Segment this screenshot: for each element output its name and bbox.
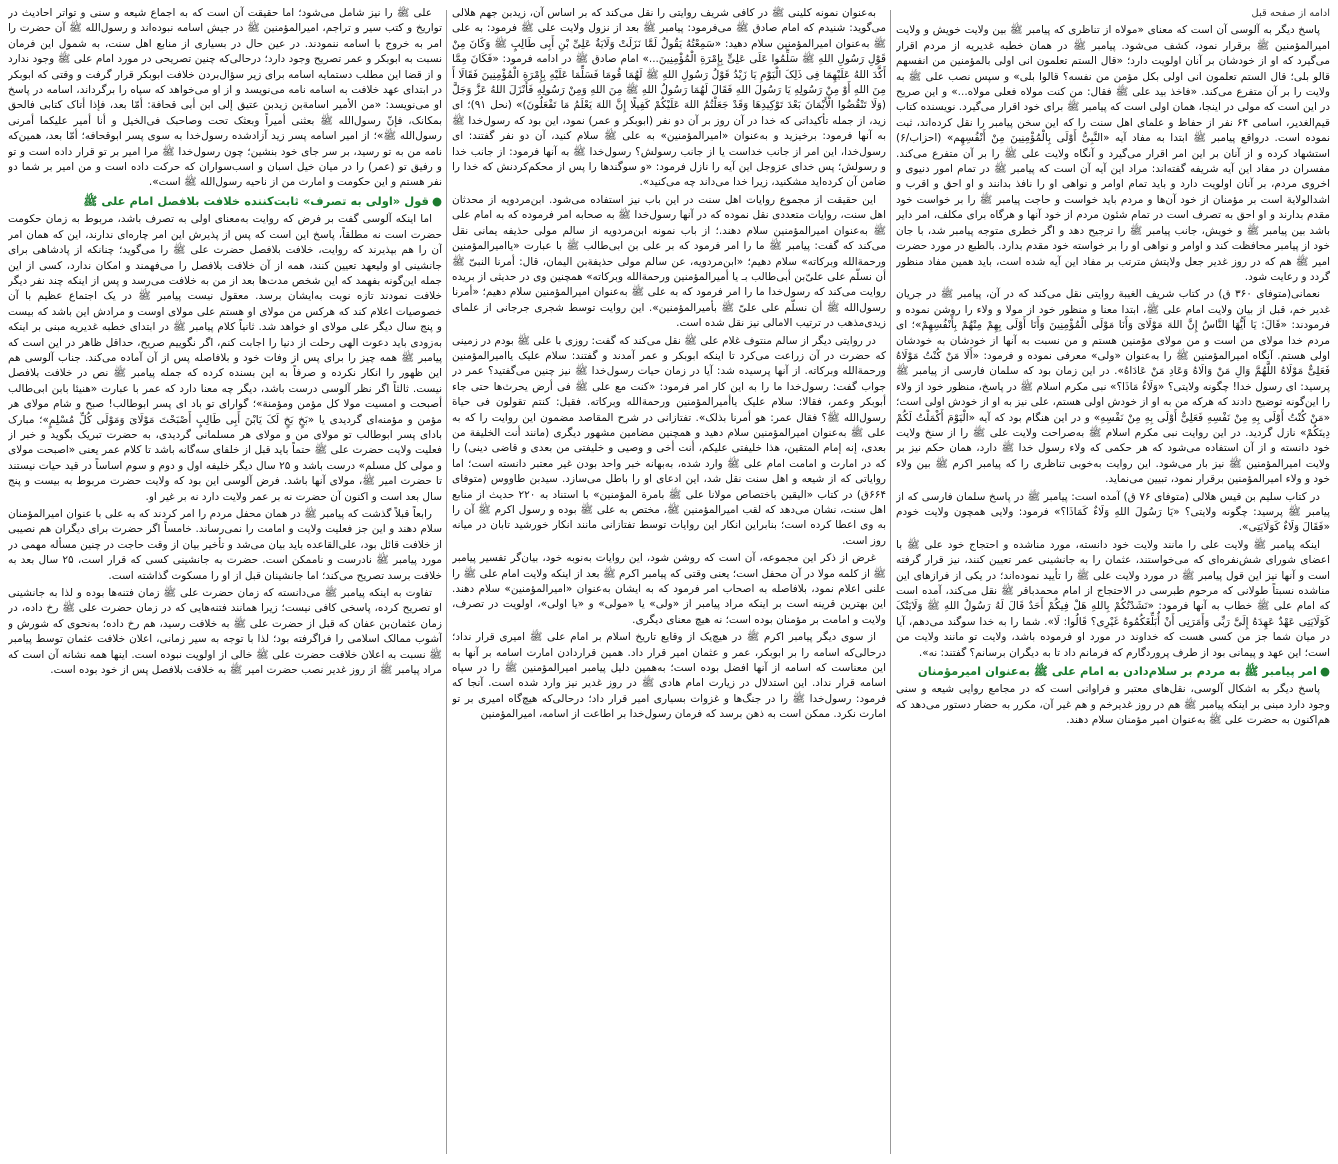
section-heading-text: امر پیامبر ﷺ به مردم بر سلام‌دادن به امام علی ﷺ به‌عنوان امیرمؤمنان (917, 664, 1317, 679)
continued-label: ادامه از صفحه قبل (1251, 8, 1330, 19)
section-heading (8, 194, 442, 209)
paragraph: نعمانی(متوفای ۳۶۰ ق) در کتاب شریف الغیبة روایتی نقل می‌کند که در آن، پیامبر ﷺ در جریان غدیر خم، قبل از بیان ولایت امام علی ﷺ، ابتدا معنا و منظور خود از مولا و ولاء را روشن نموده و فرمودند: «قَالَ: یَا أَیُّهَا النَّاسُ إِنَّ اللهَ مَوْلَایَ وَأَنَا مَوْلَی الْمُؤْمِنِینَ وَأَنَا أَوْلَی بِهِمْ مِنْهُمْ بِأَنْفُسِهِمْ»؛ ای مردم خدا مولای من است و من مولای مؤمنین هستم و من نسبت به آنها از خودشان به خودشان اولی هستم. آنگاه امیرالمؤمنین ﷺ را به‌عنوان «ولی» معرفی نموده و فرمود: «أَلَا مَنْ کُنْتُ مَوْلَاهُ فَعَلِیٌّ مَوْلَاهُ اللَّهُمَّ وَالِ مَنْ وَالَاهُ وَعَادِ مَنْ عَادَاهُ». در این زمان بود که سلمان فارسی از پیامبر ﷺ پرسید: ای رسول خدا! چگونه ولایتی؟ «وَلَاءٌ مَاذَا؟» نبی مکرم اسلام ﷺ در پاسخ، منظور خود از ولاء را این‌گونه توضیح دادند که هرکه من به او از خودش اولی هستم، علی نیز به او از خودش اولی است؛ «مَنْ کُنْتُ أَوْلَی بِهِ مِنْ نَفْسِهِ فَعَلِیٌّ أَوْلَی بِهِ مِنْ نَفْسِهِ» و در این هنگام بود که آیه «الْیَوْمَ أَکْمَلْتُ لَکُمْ دِینَکُمْ» نازل گردید. در این روایت نبی مکرم اسلام ﷺ به‌صراحت ولایت علی ﷺ را از سنخ ولایت خود دانسته و از آن استفاده می‌شود که هر حکمی که ولاء رسول خدا ﷺ دارد، همان حکم نیز بر ولایت امیرالمؤمنین ﷺ نیز بار می‌شود. این روایت به‌خوبی تناظری را که پیامبر اکرم ﷺ بین ولاء خود و ولاء امیرالمؤمنین برقرار نمود، تبیین می‌نماید. (896, 288, 1330, 486)
left-column (8, 6, 442, 1158)
bullet-icon: ● (1319, 664, 1330, 679)
bullet-icon: ● (431, 193, 442, 208)
middle-column (452, 6, 886, 1158)
paragraph: در روایتی دیگر از سالم منتوف غلام علی ﷺ نقل می‌کند که گفت: روزی با علی ﷺ بودم در زمینی که حضرت در آن زراعت می‌کرد تا اینکه ابوبکر و عمر آمدند و گفتند: سلام علیک یاامیرالمؤمنین ورحمة‌الله وبرکاته. از آنها پرسیده شد: آیا در زمان حیات رسول‌خدا ﷺ نیز چنین می‌گفتید؟ عمر در جواب گفت: رسول‌خدا ما را به این کار امر فرمود: «کنت مع علی ﷺ فی أرض یحرث‌ها حتی جاء أبوبکر وعمر، فقالا: سلام علیک یاأمیرالمؤمنین ورحمة‌الله وبرکاته. فقیل: کنتم تقولون فی حیاة رسول‌الله ﷺ؟ فقال عمر: هو أمرنا بذلک». تفتازانی در شرح المقاصد مضمون این روایت را که به علی ﷺ به‌عنوان امیرالمؤمنین سلام دهید و همچنین مضامین مشهور دیگری (مانند أنت الخلیفة من بعدی، إنه إمام المتقین، هذا خلیفتی علیکم، أنت أخی و وصیی و خلیفتی من بعدی و قاضی دینی) را که در امارت و امامت امام علی ﷺ وارد شده، به‌بهانه خبر واحد بودن غیر معتبر دانسته است؛ اما روایاتی که از شیعه و اهل سنت نقل شد، این ادعای او را باطل می‌سازد. سیدبن طاووس (متوفای ۶۶۴ق) در کتاب «الیقین باختصاص مولانا علی ﷺ بامرة المؤمنین» با استناد به ۲۲۰ حدیث از منابع اهل سنت، نشان می‌دهد که لقب امیرالمؤمنین ﷺ، مختص به علی ﷺ بوده و رسول اکرم ﷺ آن را به وی اعطا کرده است؛ بنابراین انکار این روایات توسط تفتازانی مانند انکار خورشید تابان در میانه روز است. (452, 334, 886, 547)
paragraph: از سوی دیگر پیامبر اکرم ﷺ در هیچ‌یک از وقایع تاریخ اسلام بر امام علی ﷺ امیری قرار نداد؛ درحالی‌که اسامه را بر ابوبکر، عمر و عثمان امیر قرار داد. همین قراردادن امارت اسامه بر آنها به این معناست که اسامه از آنها افضل بوده است؛ به‌همین دلیل پیامبر امیرالمؤمنین ﷺ را در سپاه اسامه قرار نداد. این استدلال در زیارت امام هادی ﷺ در روز غدیر نیز وارد شده است. آنجا که فرمود: رسول‌خدا ﷺ را در جنگ‌ها و غزوات بسیاری امیر قرار داد؛ درحالی‌که هیچ‌گاه امیری بر تو امارت نکرد. ممکن است به ذهن برسد که فرمان رسول‌خدا بر اطاعت از اسامه، امیرالمؤمنین (452, 631, 886, 721)
paragraph: اما اینکه آلوسی گفت بر فرض که روایت به‌معنای اولی به تصرف باشد، مربوط به زمان حکومت حضرت است نه مطلقاً، پاسخ این است که پس از پذیرش این امر چاره‌ای ندارند، این که همان امر آن را هم بپذیرند که روایت، خلافت بلافصل حضرت علی ﷺ را می‌گوید؛ چنانکه از پادشاهی برای جانشینی او ولیعهد تعیین کنند، همه از آن خلافت بلافصل را می‌فهمند و امکان ندارد، کسی از این جمله این‌گونه بفهمد که این شخص مدت‌ها بعد از من به خلافت می‌رسد و پس از اینکه چند نفر دیگر خلافت نمودند تازه نوبت به‌ایشان برسد. معقول نیست پیامبر ﷺ در یک اجتماع عظیم با آن خصوصیات اعلام کند که هرکس من مولای او هستم علی مولای اوست و مرادش این باشد که بیست و پنج سال دیگر علی مولای او خواهد شد. ثانیاً کلام پیامبر ﷺ در ابتدای خطبه غدیریه مبنی بر اینکه به‌زودی باید دعوت الهی رحلت از دنیا را اجابت کنم، اگر نگوییم صریح، حداقل ظاهر در این است که پیامبر ﷺ همه چیز را برای پس از وفات خود و بلافاصله پس از آن آماده می‌کند. جناب آلوسی هم این ظهور را انکار نکرده و صرفاً به این بسنده کرده که جمله پیامبر ﷺ نص در خلافت بلافصل نیست. ثالثاً اگر نظر آلوسی درست باشد، دیگر چه معنا دارد که عمر با عبارت «هنیئا بابن ابی‌طالب أصبحت و امسیت مولا کل مؤمن ومؤمنة»؛ گوارای تو باد ای پسر ابوطالب! صبح و شام مولای هر مؤمن و مؤمنه‌ای گردیدی یا «بَخٍ بَخٍ لَکَ یَابْنَ أَبِی طَالِبٍ أَصْبَحْتَ مَوْلَایَ وَمَوْلَی کُلِّ مُسْلِمٍ»؛ مبارک بادای پسر ابوطالب تو مولای من و مولای هر مسلمانی گردیدی، به حضرت تبریک بگوید و خبر از فعلیت ولایت حضرت علی ﷺ حتماً باید قبل از خلفای سه‌گانه باشد تا کلام عمر یعنی «اصبحت مولای و مولی کل مسلم» درست باشد و ۲۵ سال دیگر خلیفه اول و دوم و سوم اساساً در قید حیات نیستند تا حضرت امیر ﷺ، مولای آنها باشد. فرض آلوسی این بود که ولایت حضرت مربوط به بیست و پنج سال بعد است و اکنون آن حضرت نه بر عمر ولایت دارد نه بر غیر او. (8, 213, 442, 503)
paragraph: اینکه پیامبر ﷺ ولایت علی را مانند ولایت خود دانسته، مورد مناشده و احتجاج خود علی ﷺ با اعضای شورای شش‌نفره‌ای که می‌خواستند، عثمان را به جانشینی عمر تعیین کنند، نیز قرار گرفته است و آنها نیز این قول پیامبر ﷺ در مورد ولایت علی ﷺ را تأیید نموده‌اند؛ در یکی از فرازهای این مناشده نسبتاً طولانی که مرحوم طبرسی در الاحتجاج از امام محمدباقر ﷺ نقل می‌کند، آمده است که امام علی ﷺ خطاب به آنها فرمود: «نَشَدْتُکُمْ بِاللهِ هَلْ فِیکُمْ أَحَدٌ قَالَ لَهُ رَسُولُ اللهِ ﷺ وَلَایَتُکَ کَوَلَایَتِی عَهْدٌ عَهِدَهُ إِلَیَّ رَبِّی وَأَمَرَنِی أَنْ أُبَلِّغَکُمُوهُ غَیْرِی؟ قَالُوا: لَا». شما را به خدا سوگند می‌دهم، آیا در میان شما جز من کسی هست که خداوند در مورد او فرموده باشد، ولایت تو مانند ولایت من است؛ این عهد و پیمانی بود از طرف پروردگارم که فرمانم داد تا به دیگران برسانم؟ گفتند: نه». (896, 538, 1330, 659)
column-divider (446, 10, 447, 1154)
section-heading-text: قول «اولی به تصرف» ثابت‌کننده خلافت بلافصل امام علی ﷺ (83, 193, 429, 208)
paragraph: پاسخ دیگر به آلوسی آن است که معنای «مولاه از تناظری که پیامبر ﷺ بین ولایت خویش و ولایت امیرالمؤمنین ﷺ برقرار نمود، کشف می‌شود. پیامبر ﷺ در همان خطبه غدیریه از مردم اقرار می‌گیرد که او از خودشان بر آنان اولویت دارد؛ «قال الستم تعلمون انی اولی بالمؤمنین من انفسهم قالو بلی؛ قال الستم تعلمون انی اولی بکل مؤمن من نفسه؟ قالوا بلی» و سپس نصب علی ﷺ به ولایت را بر آن متفرع می‌کند. «فاخذ بید علی ﷺ فقال: من کنت مولاه فعلی مولاه...» و این صریح در این است که مولی در اینجا، همان اولی است که پیامبر ﷺ برای خود اقرار می‌گیرد. نویسنده کتاب قیم‌الغدیر، اسامی ۶۴ نفر از حفاظ و علمای اهل سنت را که این سخن پیامبر را نقل کرده‌اند، ثبت نموده است. درواقع پیامبر ﷺ ابتدا به مفاد آیه «النَّبِیُّ أَوْلَی بِالْمُؤْمِنِینَ مِنْ أَنْفُسِهِم» (احزاب/۶) استشهاد کرده و از آنان بر این امر اقرار می‌گیرد و آنگاه ولایت علی ﷺ را بر آن متفرع می‌کند. مفسران در مفاد این آیه شریفه گفته‌اند: مراد این آیه آن است که پیامبر ﷺ در تمام امور دنیوی و اخروی مردم، بر آنان اولویت دارد و باید تمام اوامر و نواهی او را نافذ بدانند و او احق و اقرب و اشدالولایة است بر مؤمنان از خود آن‌ها و مردم باید خواست و حاجت پیامبر ﷺ را بر خواست خود مقدم بدارند و او احق به تصرف است در تمام شئون مردم از خود آنها و هرگاه برای مکلف، امر دایر باشد بین پیامبر ﷺ و خویش، جانب پیامبر ﷺ را ترجیح دهد و اگر خطری متوجه پیامبر شد، با جان خود از پیامبر محافظت کند و اوامر و نواهی او را بر خواسته خود مقدم بدارد. بالطبع در مورد حضرت امیر ﷺ هم که در روز غدیر جعل ولایتش مترتب بر مفاد این آیه شده است، باید همین مفاد منظور گردد و رعایت شود. (896, 24, 1330, 283)
paragraph: در کتاب سلیم بن قیس هلالی (متوفای ۷۶ ق) آمده است: پیامبر ﷺ در پاسخ سلمان فارسی که از پیامبر ﷺ پرسید: چگونه ولایتی؟ «یَا رَسُولَ اللهِ وَلَاءٌ کَمَاذَا؟» فرمود: ولایی همچون ولایت خودم «فَقَالَ وَلَاءٌ کَوَلَایَتِی». (896, 490, 1330, 534)
section-heading (896, 664, 1330, 679)
newspaper-page (8, 6, 1330, 1158)
paragraph: علی ﷺ را نیز شامل می‌شود؛ اما حقیقت آن است که به اجماع شیعه و سنی و تواتر احادیث در تواریخ و کتب سیر و تراجم، امیرالمؤمنین ﷺ در جیش اسامه نبوده‌اند و رسول‌الله ﷺ آن حضرت را امر به خروج با اسامه ننمودند. در عین حال در بسیاری از منابع اهل سنت، به شمول این فرمان نسبت به ابوبکر و عمر تصریح وجود دارد؛ درحالی‌که چنین تصریحی در مورد امام علی ﷺ وجود ندارد و از قضا این مطلب دستمایه اسامه برای زیر سؤال‌بردن خلافت ابوبکر قرار گرفت و وقتی که ابوبکر در ابتدای عهد خلافت به اسامه نامه می‌نویسد و از او می‌خواهد که سپاه را برگرداند، اسامه در پاسخ او می‌نویسد: «من الأمیر اسامة‌بن زید‌بن عتیق إلی ابن أبی قحافة: أمّا بعد، فإذا أتاک کتابی فالحق بمکانک، فإنّ رسول‌الله ﷺ بعثنی أمیراً وبعثک تحت وصاحبک فی‌الخیل و أنا أمیر علیکما أمرنی رسول‌الله ﷺ»؛ از امیر اسامه پسر زید آزادشده رسول‌خدا به سوی پسر ابوقحافه؛ أمّا بعد، همین‌که نامه من به تو رسید، بر سر جای خود بنشین؛ چون رسول‌خدا ﷺ مرا امیر بر تو قرار داده است و تو و رفیق تو (عمر) را در میان خیل اسبان و اسب‌سواران که حرکت داده است و من امیر بر شما دو نفر هستم و این حکومت و امارت من از ناحیه رسول‌الله ﷺ است». (8, 7, 442, 189)
paragraph: پاسخ دیگر به اشکال آلوسی، نقل‌های معتبر و فراوانی است که در مجامع روایی شیعه و سنی وجود دارد مبنی بر اینکه پیامبر ﷺ هم در روز غدیرخم و هم غیر آن، مکرر به حضار دستور می‌دهد که هم‌اکنون به حضرت علی ﷺ به‌عنوان امیر مؤمنان سلام دهند. (896, 683, 1330, 727)
right-column (896, 6, 1330, 1158)
column-divider (890, 10, 891, 1154)
paragraph: به‌عنوان نمونه کلینی ﷺ در کافی شریف روایتی را نقل می‌کند که بر اساس آن، زیدبن جهم هلالی می‌گوید: شنیدم که امام صادق ﷺ می‌فرمود: پیامبر ﷺ بعد از نزول ولایت علی ﷺ فرمود: به علی ﷺ به‌عنوان امیرالمؤمنین سلام دهید: «سَمِعْتُهُ یَقُولُ لَمَّا نَزَلَتْ وَلَایَةُ عَلِیِّ بْنِ أَبِی طَالِبٍ ﷺ وَکَانَ مِنْ قَوْلِ رَسُولِ اللهِ ﷺ سَلِّمُوا عَلَی عَلِیٍّ بِإِمْرَةِ الْمُؤْمِنِینَ...» امام صادق ﷺ در ادامه فرمود: «فَکَانَ مِمَّا أَکَّدَ اللهُ عَلَیْهِمَا فِی ذَلِکَ الْیَوْمِ یَا زَیْدُ قَوْلُ رَسُولِ اللهِ ﷺ لَهُمَا قُومَا فَسَلِّمَا عَلَیْهِ بِإِمْرَةِ الْمُؤْمِنِینَ فَقَالَا أَ مِنَ اللهِ أَوْ مِنْ رَسُولِهِ یَا رَسُولَ اللهِ فَقَالَ لَهُمَا رَسُولُ اللهِ ﷺ مِنَ اللهِ وَمِنْ رَسُولِهِ فَأَنْزَلَ اللهُ عَزَّ وَجَلَّ (وَلَا تَنْقُضُوا الْأَیْمَانَ بَعْدَ تَوْکِیدِهَا وَقَدْ جَعَلْتُمُ اللهَ عَلَیْکُمْ کَفِیلًا إِنَّ اللهَ یَعْلَمُ مَا تَفْعَلُونَ)» (نحل ۹۱)؛ ای زید، از جمله تأکیداتی که خدا در آن روز بر آن دو نفر (ابوبکر و عمر) نمود، این بود که رسول‌خدا ﷺ به آنها فرمود: برخیزید و به‌عنوان «امیرالمؤمنین» به علی ﷺ سلام کنید، آن دو نفر گفتند: ای رسول‌خدا، این امر از جانب خداست یا از جانب رسولش؟ رسول‌خدا ﷺ به آنها فرمود: از جانب خدا و رسولش؛ پس خدای عزوجل این آیه را نازل فرمود: «و سوگندها را پس از محکم‌کردنش که خدا را ضامن آن کرده‌اید مشکنید، زیرا خدا می‌داند چه می‌کنید». (452, 7, 886, 189)
paragraph: غرض از ذکر این مجموعه، آن است که روشن شود، این روایات به‌نوبه خود، بیان‌گر تفسیر پیامبر ﷺ از کلمه مولا در آن محفل است؛ یعنی وقتی که پیامبر اکرم ﷺ بعد از اینکه ولایت امام علی ﷺ را علنی اعلام نمود، بلافاصله به اصحاب امر فرمود که به ایشان به‌عنوان «امیرالمؤمنین» سلام دهند. این بهترین قرینه است بر اینکه مراد پیامبر از «ولی» یا «مولی» و «یا اولی»، اولویت در تصرف، ولایت و امامت بر مؤمنان بوده است؛ نه هیچ معنای دیگری. (452, 552, 886, 626)
paragraph: رابعاً قبلاً گذشت که پیامبر ﷺ در همان محفل مردم را امر کردند که به علی با عنوان امیرالمؤمنان سلام دهند و این جز فعلیت ولایت و امامت را نمی‌رساند. خامساً اگر حضرت برای دیگران هم نصیبی از خلافت قائل بود، علی‌القاعده باید بیان می‌شد و تأخیر بیان از وقت حاجت در چنین مسأله مهمی در مورد پیامبر ﷺ نادرست و ناممکن است. حضرت به جانشینی کسی که قرار است، ۲۵ سال بعد به خلافت برسد تصریح می‌کند؛ اما جانشینان قبل از او را مسکوت گذاشته است. (8, 508, 442, 582)
paragraph: این حقیقت از مجموع روایات اهل سنت در این باب نیز استفاده می‌شود. ابن‌مردویه از محدثان اهل سنت، روایات متعددی نقل نموده که در آنها رسول‌خدا ﷺ به صحابه امر فرموده که به امام علی ﷺ به‌عنوان امیرالمؤمنین سلام دهند.؛ از باب نمونه ابن‌مردویه از سالم مولی حذیفه یمانی نقل می‌کند که گفت: پیامبر ﷺ ما را امر فرمود که بر علی بن ابی‌طالب ﷺ با عبارت «یاامیرالمؤمنین ورحمة‌الله وبرکاته» سلام دهیم؛ «ابن‌مردویه، عن سالم مولی حذیفة‌بن الیمان، قال: أمرنا النبیّ ﷺ أن نسلّم علی علیّ‌بن أبی‌طالب بـ یا أمیرالمؤمنین ورحمة‌الله وبرکاته» همچنین وی در حدیثی از بریده روایت می‌کند که رسول‌خدا ما را امر فرمود که به علی ﷺ به‌عنوان امیرالمؤمنین سلام دهیم؛ «أمرنا رسول‌الله ﷺ أن نسلّم علی علیّ ﷺ بأمیرالمؤمنین». این روایت توسط شجری جرجانی از علمای زیدی‌مذهب در ترتیب الامالی نیز نقل شده است. (452, 193, 886, 330)
paragraph: تفاوت به اینکه پیامبر ﷺ می‌دانسته که زمان حضرت علی ﷺ زمان فتنه‌ها بوده و لذا به جانشینی او تصریح کرده، پاسخی کافی نیست؛ زیرا همانند فتنه‌هایی که در زمان حضرت علی ﷺ رخ داده، در زمان عثمان‌بن عفان که قبل از حضرت علی ﷺ به خلافت رسید، هم رخ داده؛ به‌نحوی که شورش و آشوب ممالک اسلامی را فراگرفته بود؛ لذا با توجه به سیر زمانی، اعلان خلافت عثمان توسط پیامبر ﷺ نسبت به اعلان خلافت حضرت علی ﷺ خالی از اولویت نبوده است. اینها همه نشانه آن است که مراد پیامبر ﷺ از روز غدیر نصب حضرت امیر ﷺ به خلافت بلافصل پس از خود بوده است. (8, 587, 442, 677)
